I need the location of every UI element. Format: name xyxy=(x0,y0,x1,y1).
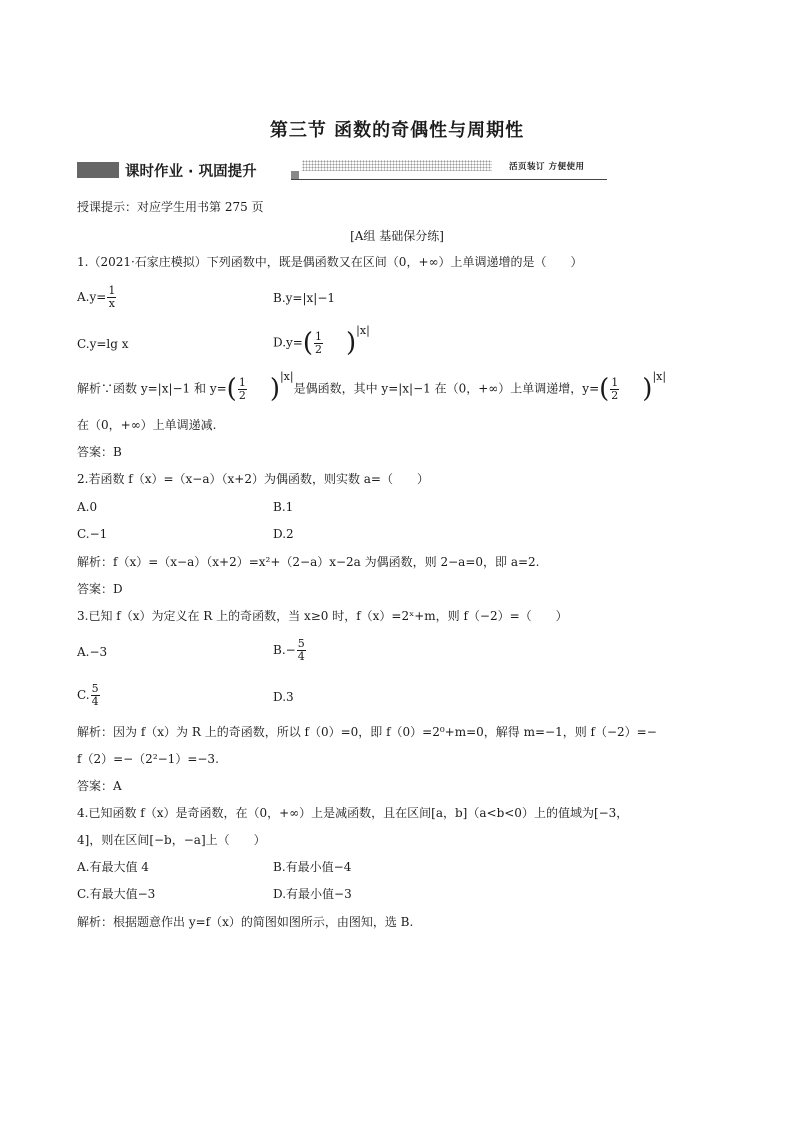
q2-option-c: C.−1 xyxy=(77,527,108,541)
banner-tag: 活页装订 方便使用 xyxy=(509,162,585,172)
q2-option-d: D.2 xyxy=(273,527,294,541)
q2-analysis: 解析：f（x）=（x−a）（x+2）=x²+（2−a）x−2a 为偶函数，则 2−a=0，即 a=2. xyxy=(77,555,540,569)
q1-option-d-prefix: D.y= xyxy=(273,335,303,350)
q1-analysis-denominator: 2 xyxy=(238,388,246,402)
q3-option-c xyxy=(77,683,101,708)
banner-label: 课时作业 · 巩固提升 xyxy=(125,164,257,180)
q3-stem: 3.已知 f（x）为定义在 R 上的奇函数，当 x≥0 时，f（x）=2ˣ+m，则 f（−2）=（ ） xyxy=(77,609,568,623)
q1-analysis-part2: 是偶函数，其中 y=|x|−1 在（0，+∞）上单调递增，y= xyxy=(293,381,600,396)
q1-option-a-numerator: 1 xyxy=(108,284,116,297)
q1-analysis-exponent: |x| xyxy=(279,369,294,383)
q3-option-d: D.3 xyxy=(273,690,294,704)
q3-option-b-prefix: B.− xyxy=(273,643,296,657)
q2-answer: 答案：D xyxy=(77,582,123,596)
q4-option-c: C.有最大值−3 xyxy=(77,887,156,901)
q1-option-c: C.y=lg x xyxy=(77,337,129,351)
q1-answer: 答案：B xyxy=(77,445,122,459)
q1-analysis-right-paren-2: ) xyxy=(642,374,653,404)
q1-analysis-fraction xyxy=(238,377,247,402)
q1-option-a-prefix: A.y= xyxy=(77,290,107,304)
section-banner xyxy=(77,159,607,181)
q1-option-d-exponent: |x| xyxy=(356,323,370,337)
q1-option-d-right-paren: ) xyxy=(346,328,357,358)
q1-analysis-part1: 解析∵函数 y=|x|−1 和 y= xyxy=(77,381,227,396)
banner-rule xyxy=(291,179,607,180)
q2-stem: 2.若函数 f（x）=（x−a）（x+2）为偶函数，则实数 a=（ ） xyxy=(77,472,429,486)
q4-option-b: B.有最小值−4 xyxy=(273,860,352,874)
q4-stem-line2: 4]，则在区间[−b，−a]上（ ） xyxy=(77,833,266,847)
banner-dot-pattern xyxy=(302,160,492,171)
q1-option-d xyxy=(273,323,370,358)
q1-option-d-fraction xyxy=(314,331,323,356)
q2-option-a: A.0 xyxy=(77,500,98,514)
q3-option-b xyxy=(273,638,307,663)
q3-option-b-denominator: 4 xyxy=(297,650,305,663)
teaching-hint: 授课提示：对应学生用书第 275 页 xyxy=(77,200,264,214)
q4-stem-line1: 4.已知函数 f（x）是奇函数，在（0，+∞）上是减函数，且在区间[a，b]（a<b<0）上的值域为[−3， xyxy=(77,806,629,820)
q1-analysis xyxy=(77,369,667,404)
q1-option-a-fraction xyxy=(107,285,116,310)
q3-answer: 答案：A xyxy=(77,779,122,793)
q4-analysis: 解析：根据题意作出 y=f（x）的简图如图所示，由图知，选 B. xyxy=(77,915,414,929)
page-title: 第三节 函数的奇偶性与周期性 xyxy=(269,120,525,141)
q1-analysis-fraction-2 xyxy=(610,377,619,402)
q4-option-a: A.有最大值 4 xyxy=(77,860,149,874)
q3-option-b-numerator: 5 xyxy=(297,637,305,650)
q3-option-c-prefix: C. xyxy=(77,688,90,702)
q1-option-b: B.y=|x|−1 xyxy=(273,291,336,305)
q1-analysis-left-paren-2: ( xyxy=(599,374,610,404)
q1-option-d-numerator: 1 xyxy=(315,329,322,343)
q3-option-c-denominator: 4 xyxy=(91,695,99,708)
q1-analysis-left-paren: ( xyxy=(226,374,237,404)
q3-option-b-fraction xyxy=(297,638,306,663)
q1-option-a-denominator: x xyxy=(108,297,115,310)
q3-option-c-fraction xyxy=(91,683,100,708)
q3-option-a: A.−3 xyxy=(77,645,108,659)
q1-stem: 1.（2021·石家庄模拟）下列函数中，既是偶函数又在区间（0，+∞）上单调递增的是（ ） xyxy=(77,255,583,269)
q1-option-a xyxy=(77,285,117,310)
q2-option-b: B.1 xyxy=(273,500,294,514)
q1-option-d-denominator: 2 xyxy=(315,342,322,356)
q3-option-c-numerator: 5 xyxy=(91,682,99,695)
q3-analysis-line2: f（2）=−（2²−1）=−3. xyxy=(77,752,219,766)
banner-square xyxy=(291,171,299,179)
group-heading: [A组 基础保分练] xyxy=(350,229,444,243)
banner-block xyxy=(77,162,119,178)
q1-analysis-denominator-2: 2 xyxy=(611,388,619,402)
q1-analysis-line2: 在（0，+∞）上单调递减. xyxy=(77,418,217,432)
q1-analysis-right-paren: ) xyxy=(269,374,280,404)
q1-analysis-exponent-2: |x| xyxy=(652,369,667,383)
q4-option-d: D.有最小值−3 xyxy=(273,887,352,901)
q3-analysis-line1: 解析：因为 f（x）为 R 上的奇函数，所以 f（0）=0，即 f（0）=2⁰+m=0，解得 m=−1，则 f（−2）=− xyxy=(77,725,657,739)
q1-analysis-numerator: 1 xyxy=(238,375,246,389)
q1-option-d-left-paren: ( xyxy=(302,328,313,358)
q1-analysis-numerator-2: 1 xyxy=(611,375,619,389)
